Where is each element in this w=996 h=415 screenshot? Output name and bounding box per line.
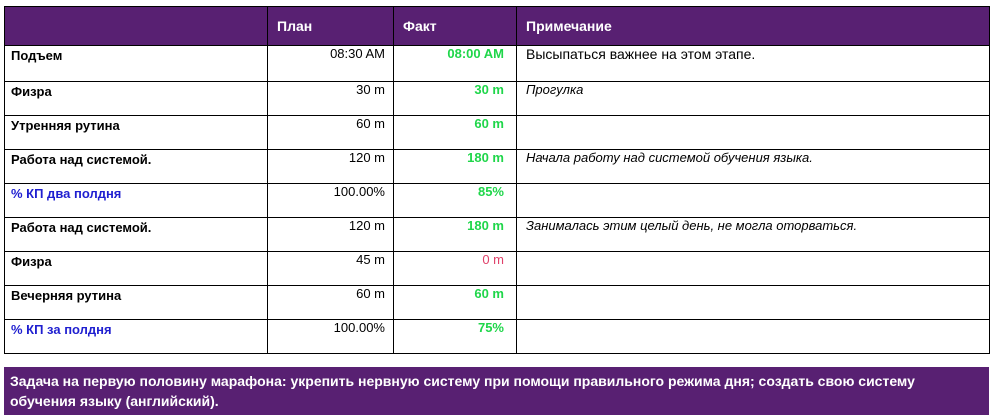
plan-cell: 120 m xyxy=(268,150,394,184)
table-row xyxy=(5,320,990,354)
fact-cell: 180 m xyxy=(394,218,517,252)
table-row xyxy=(5,150,990,184)
plan-cell: 30 m xyxy=(268,82,394,116)
header-plan: План xyxy=(268,7,394,46)
marathon-goal-footer: Задача на первую половину марафона: укрепить нервную систему при помощи правильного режима дня; создать свою систему обучения языку (английский). xyxy=(4,367,989,415)
schedule-table xyxy=(4,6,990,354)
table-row xyxy=(5,46,990,82)
fact-cell: 30 m xyxy=(394,82,517,116)
fact-cell: 85% xyxy=(394,184,517,218)
plan-cell: 08:30 AM xyxy=(268,46,394,82)
schedule-table-wrapper xyxy=(4,6,989,354)
plan-cell: 120 m xyxy=(268,218,394,252)
note-cell: Высыпаться важнее на этом этапе. xyxy=(517,46,990,82)
table-header-row xyxy=(5,7,990,46)
note-cell xyxy=(517,252,990,286)
table-row xyxy=(5,218,990,252)
header-fact: Факт xyxy=(394,7,517,46)
fact-cell: 75% xyxy=(394,320,517,354)
activity-cell: Вечерняя рутина xyxy=(5,286,268,320)
note-cell xyxy=(517,320,990,354)
plan-cell: 100.00% xyxy=(268,184,394,218)
plan-cell: 100.00% xyxy=(268,320,394,354)
fact-cell: 180 m xyxy=(394,150,517,184)
header-activity xyxy=(5,7,268,46)
note-cell xyxy=(517,184,990,218)
fact-cell: 60 m xyxy=(394,116,517,150)
note-cell: Прогулка xyxy=(517,82,990,116)
note-cell: Занималась этим целый день, не могла оторваться. xyxy=(517,218,990,252)
activity-cell: Физра xyxy=(5,252,268,286)
table-row xyxy=(5,286,990,320)
note-cell xyxy=(517,286,990,320)
note-cell xyxy=(517,116,990,150)
note-cell: Начала работу над системой обучения языка. xyxy=(517,150,990,184)
kp-activity-cell: % КП за полдня xyxy=(5,320,268,354)
table-row xyxy=(5,252,990,286)
table-row xyxy=(5,184,990,218)
fact-cell: 08:00 AM xyxy=(394,46,517,82)
kp-activity-cell: % КП два полдня xyxy=(5,184,268,218)
fact-cell: 0 m xyxy=(394,252,517,286)
header-note: Примечание xyxy=(517,7,990,46)
plan-cell: 45 m xyxy=(268,252,394,286)
fact-cell: 60 m xyxy=(394,286,517,320)
activity-cell: Подъем xyxy=(5,46,268,82)
table-row xyxy=(5,82,990,116)
plan-cell: 60 m xyxy=(268,116,394,150)
activity-cell: Утренняя рутина xyxy=(5,116,268,150)
activity-cell: Физра xyxy=(5,82,268,116)
activity-cell: Работа над системой. xyxy=(5,150,268,184)
plan-cell: 60 m xyxy=(268,286,394,320)
table-row xyxy=(5,116,990,150)
activity-cell: Работа над системой. xyxy=(5,218,268,252)
